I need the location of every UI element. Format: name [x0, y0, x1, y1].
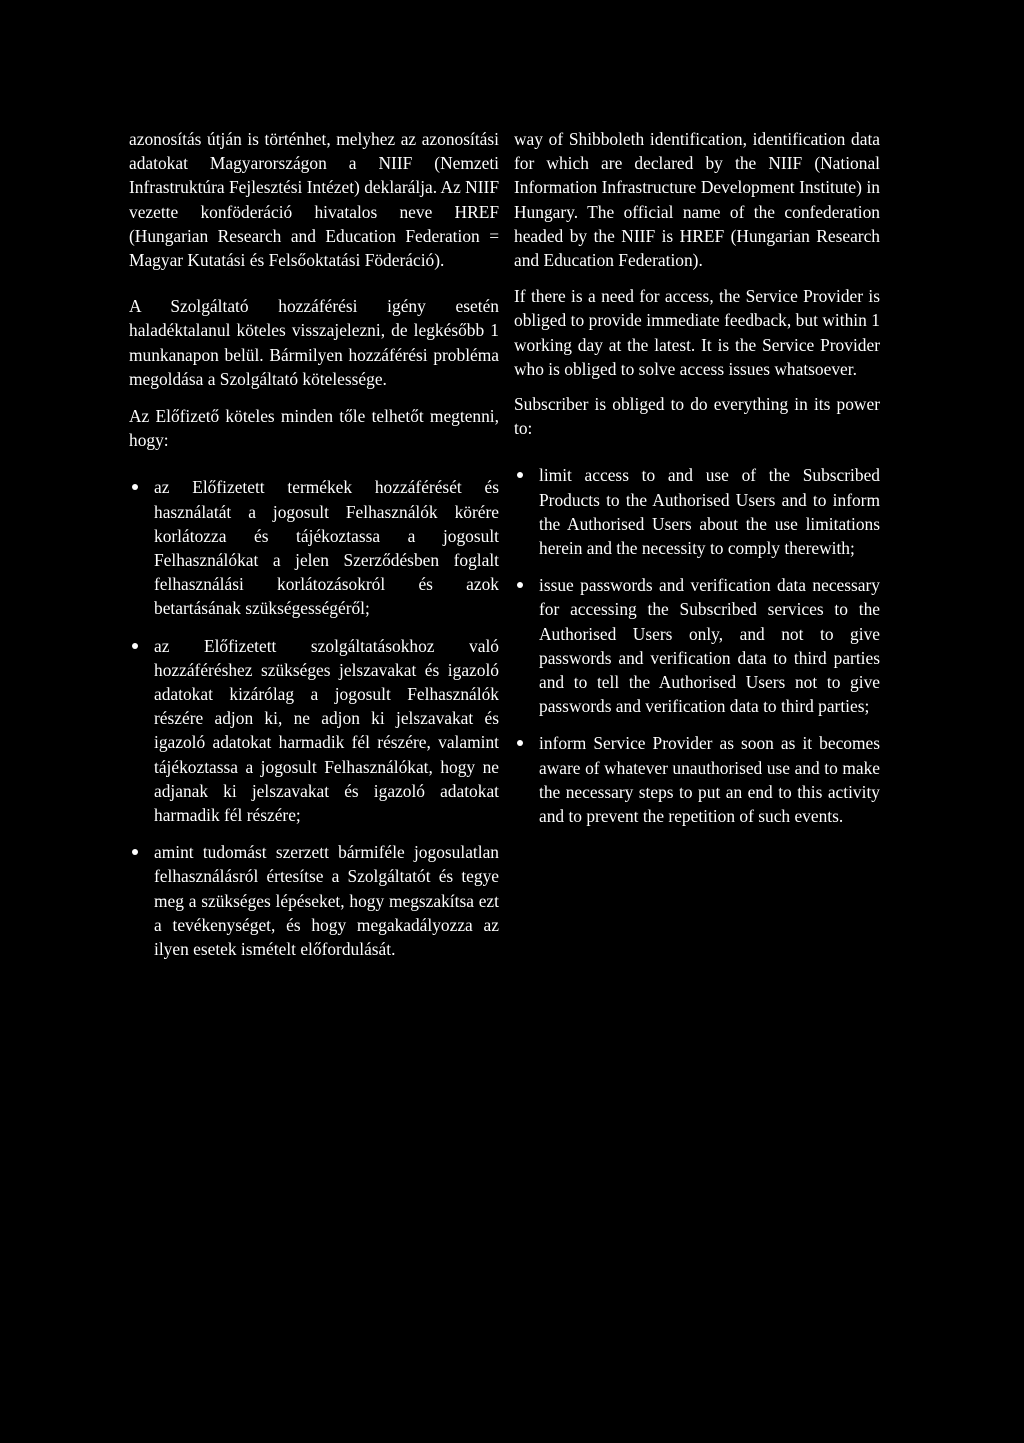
list-item-text: issue passwords and verification data necessary for accessing the Subscribed services to the Authorised Users only, and not to give passwords and verification data to third parties and to tell the Authorised Users not to give passwords and verification data to third parties;: [539, 575, 880, 717]
bullet-icon: [517, 582, 523, 588]
hungarian-column: [129, 127, 499, 961]
list-item-text: amint tudomást szerzett bármiféle jogosulatlan felhasználásról értesítse a Szolgáltatót és tegye meg a szükséges lépéseket, hogy megszakítsa ezt a tevékenységet, és hogy megakadályozza az ilyen esetek ismételt előfordulását.: [154, 842, 499, 960]
list-item: [514, 573, 880, 718]
list-item: [514, 731, 880, 828]
bullet-icon: [132, 484, 138, 490]
list-item: [129, 840, 499, 961]
english-column: [514, 127, 880, 828]
hu-paragraph-identification: azonosítás útján is történhet, melyhez az azonosítási adatokat Magyarországon a NIIF (Nemzeti Infrastruktúra Fejlesztési Intézet) deklarálja. Az NIIF vezette konföderáció hivatalos neve HREF (Hungarian Research and Education Federation = Magyar Kutatási és Felsőoktatási Föderáció).: [129, 129, 499, 271]
en-paragraph-identification: way of Shibboleth identification, identification data for which are declared by the NIIF (National Information Infrastructure Development Institute) in Hungary. The official name of the confederation headed by the NIIF is HREF (Hungarian Research and Education Federation).: [514, 129, 880, 271]
list-item-text: inform Service Provider as soon as it becomes aware of whatever unauthorised use and to make the necessary steps to put an end to this activity and to prevent the repetition of such events.: [539, 733, 880, 827]
bullet-icon: [132, 849, 138, 855]
hu-paragraph-access-feedback: A Szolgáltató hozzáférési igény esetén haladéktalanul köteles visszajelezni, de legkésőbb 1 munkanapon belül. Bármilyen hozzáférési probléma megoldása a Szolgáltató kötelessége.: [129, 296, 499, 389]
list-item-text: az Előfizetett termékek hozzáférését és használatát a jogosult Felhasználók körére korlátozza és tájékoztassa a jogosult Felhasználókat a jelen Szerződésben foglalt felhasználási korlátozásokról és azok betartásának szükségességéről;: [154, 477, 499, 619]
list-item: [514, 463, 880, 560]
list-item: [129, 475, 499, 620]
en-obligations-list: [514, 463, 880, 828]
bullet-icon: [517, 740, 523, 746]
list-item-text: az Előfizetett szolgáltatásokhoz való hozzáféréshez szükséges jelszavakat és igazoló adatokat kizárólag a jogosult Felhasználók részére adjon ki, ne adjon ki jelszavakat és igazoló adatokat harmadik fél részére, valamint tájékoztassa a jogosult Felhasználókat, hogy ne adjanak ki jelszavakat és igazoló adatokat harmadik fél részére;: [154, 635, 499, 826]
bullet-icon: [517, 472, 523, 478]
list-item: [129, 634, 499, 828]
en-paragraph-subscriber-obligations: Subscriber is obliged to do everything in its power to:: [514, 394, 880, 439]
bullet-icon: [132, 643, 138, 649]
en-paragraph-access-feedback: If there is a need for access, the Service Provider is obliged to provide immediate feedback, but within 1 working day at the latest. It is the Service Provider who is obliged to solve access issues whatsoever.: [514, 286, 880, 379]
hu-paragraph-subscriber-obligations: Az Előfizető köteles minden tőle telhetőt megtenni, hogy:: [129, 406, 499, 451]
hu-obligations-list: [129, 475, 499, 961]
list-item-text: limit access to and use of the Subscribed Products to the Authorised Users and to inform the Authorised Users about the use limitations herein and the necessity to comply therewith;: [539, 465, 880, 559]
